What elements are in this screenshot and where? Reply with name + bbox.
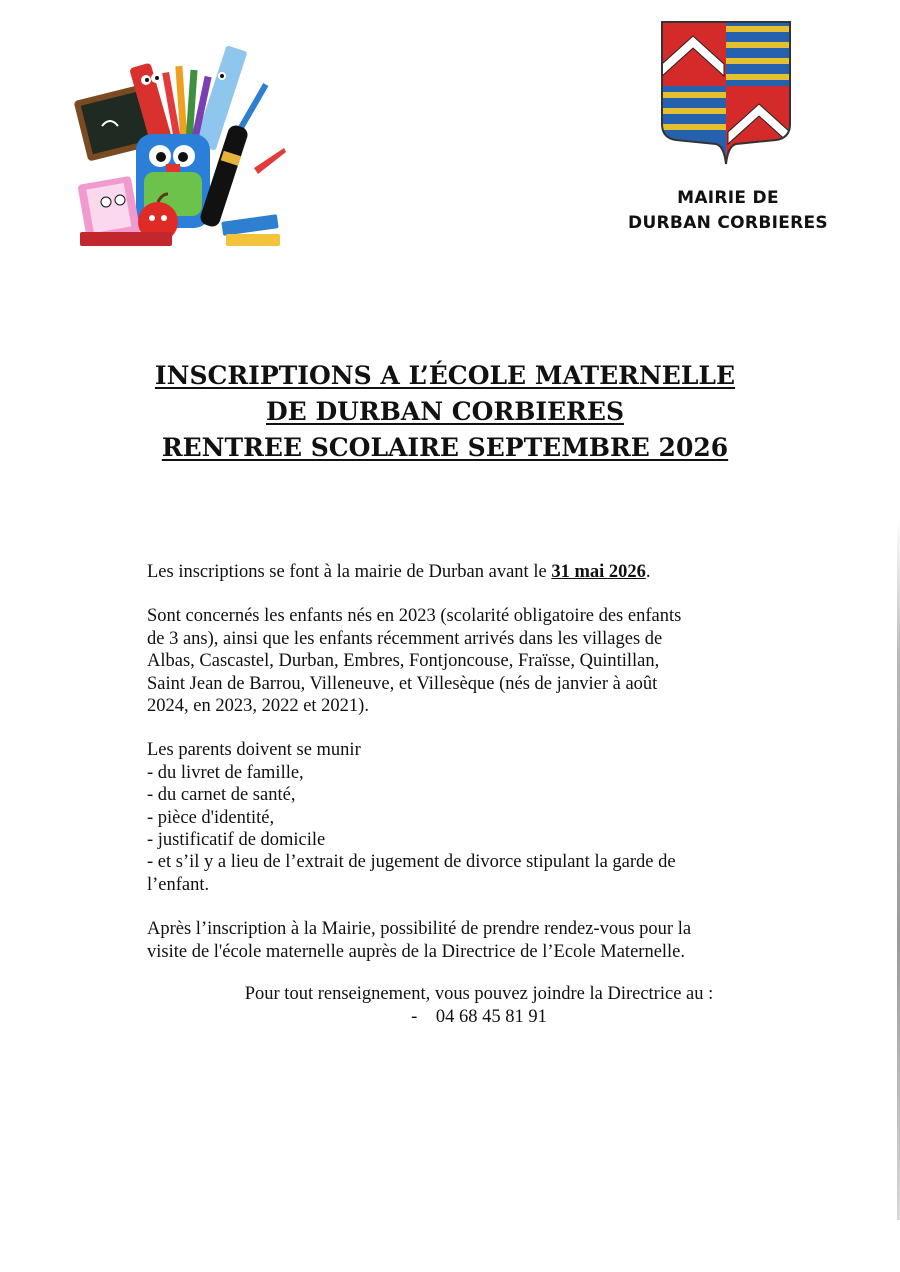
visit-line: Après l’inscription à la Mairie, possibilité de prendre rendez-vous pour la <box>147 919 692 940</box>
concerned-line: Albas, Cascastel, Durban, Embres, Fontjoncouse, Fraïsse, Quintillan, <box>147 651 660 672</box>
page-title <box>60 358 830 466</box>
concerned-paragraph <box>147 605 811 717</box>
documents-list-item: - et s’il y a lieu de l’extrait de jugement de divorce stipulant la garde de <box>147 852 676 873</box>
contact-block <box>147 983 811 1028</box>
crest-barry-quarter <box>726 20 792 86</box>
visit-line: visite de l'école maternelle auprès de la Directrice de l’Ecole Maternelle. <box>147 941 686 962</box>
crest-red-quarter <box>660 20 726 86</box>
concerned-line: 2024, en 2023, 2022 et 2021). <box>147 696 369 717</box>
title-line-2: DE DURBAN CORBIERES <box>266 397 624 426</box>
contact-phone: - 04 68 45 81 91 <box>411 1006 547 1027</box>
documents-list-item: - du livret de famille, <box>147 762 304 783</box>
document-body <box>147 561 811 1028</box>
concerned-line: de 3 ans), ainsi que les enfants récemment arrivés dans les villages de <box>147 628 663 649</box>
documents-list-item: - justificatif de domicile <box>147 830 326 851</box>
mairie-line-1: MAIRIE DE <box>677 188 779 208</box>
mairie-line-2: DURBAN CORBIERES <box>628 213 828 233</box>
documents-heading: Les parents doivent se munir <box>147 740 361 761</box>
visit-paragraph <box>147 918 811 963</box>
crest-barry-quarter-lower <box>660 86 726 166</box>
documents-paragraph <box>147 739 811 896</box>
documents-list-item: - du carnet de santé, <box>147 785 296 806</box>
documents-list-item-continued: l’enfant. <box>147 874 210 895</box>
title-line-1: INSCRIPTIONS A L’ÉCOLE MATERNELLE <box>154 361 736 390</box>
school-supplies-illustration <box>72 40 292 255</box>
intro-paragraph <box>147 561 811 583</box>
deadline-date: 31 mai 2026 <box>551 562 646 582</box>
intro-end: . <box>645 562 651 582</box>
intro-text: Les inscriptions se font à la mairie de Durban avant le <box>147 562 552 582</box>
concerned-line: Saint Jean de Barrou, Villeneuve, et Villesèque (nés de janvier à août <box>147 673 658 694</box>
title-line-3: RENTREE SCOLAIRE SEPTEMBRE 2026 <box>161 433 729 462</box>
durban-corbieres-coat-of-arms <box>660 20 792 166</box>
mairie-header <box>600 186 856 236</box>
contact-text: Pour tout renseignement, vous pouvez joindre la Directrice au : <box>244 984 714 1005</box>
documents-list-item: - pièce d'identité, <box>147 807 275 828</box>
concerned-line: Sont concernés les enfants nés en 2023 (scolarité obligatoire des enfants <box>147 606 682 627</box>
